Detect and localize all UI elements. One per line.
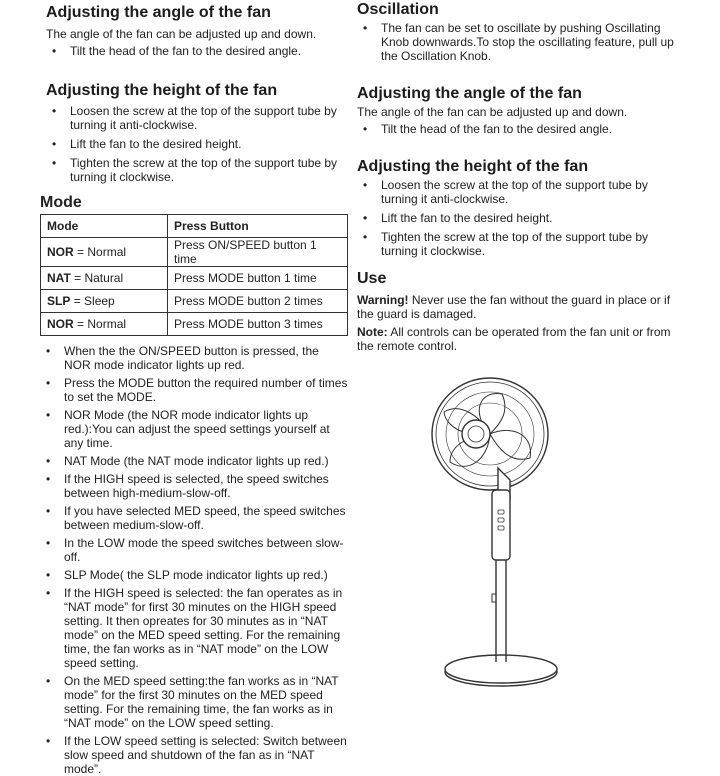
list-item: • If the HIGH speed is selected, the speed switches between high-medium-slow-off. bbox=[40, 472, 348, 500]
table-cell-button: Press ON/SPEED button 1 time bbox=[168, 238, 348, 267]
table-row bbox=[41, 313, 348, 336]
right-angle-list bbox=[357, 122, 687, 136]
right-height-section bbox=[357, 157, 677, 258]
right-height-list bbox=[357, 178, 677, 258]
table-header-button: Press Button bbox=[168, 215, 348, 238]
mode-list bbox=[40, 344, 348, 776]
mode-code: NOR bbox=[47, 245, 74, 259]
list-item: • Loosen the screw at the top of the support tube by turning it anti-clockwise. bbox=[46, 104, 348, 132]
list-item: • NOR Mode (the NOR mode indicator lights up red.):You can adjust the speed settings yourself at any time. bbox=[40, 408, 348, 450]
note-body: All controls can be operated from the fan unit or from the remote control. bbox=[357, 325, 671, 353]
oscillation-title: Oscillation bbox=[357, 1, 439, 18]
list-item: • Tilt the head of the fan to the desired angle. bbox=[357, 122, 687, 136]
table-header-row bbox=[41, 215, 348, 238]
left-angle-intro: The angle of the fan can be adjusted up and down. bbox=[46, 27, 317, 41]
table-row bbox=[41, 290, 348, 313]
left-angle-section bbox=[46, 3, 348, 58]
list-item: • Lift the fan to the desired height. bbox=[46, 137, 348, 151]
table-cell-mode bbox=[41, 267, 168, 290]
right-angle-intro: The angle of the fan can be adjusted up and down. bbox=[357, 105, 628, 119]
table-cell-mode bbox=[41, 313, 168, 336]
left-height-title: Adjusting the height of the fan bbox=[46, 82, 278, 99]
table-cell-button: Press MODE button 2 times bbox=[168, 290, 348, 313]
mode-code: NOR bbox=[47, 317, 74, 331]
list-item: • If you have selected MED speed, the speed switches between medium-slow-off. bbox=[40, 504, 348, 532]
mode-label: = Normal bbox=[77, 245, 127, 259]
list-item: • The fan can be set to oscillate by pushing Oscillating Knob downwards.To stop the oscillating feature, pull up the Oscillation Knob. bbox=[357, 21, 687, 63]
list-item: • Lift the fan to the desired height. bbox=[357, 211, 677, 225]
list-item: • SLP Mode( the SLP mode indicator lights up red.) bbox=[40, 568, 348, 582]
warning-label: Warning! bbox=[357, 293, 409, 307]
table-cell-button: Press MODE button 3 times bbox=[168, 313, 348, 336]
list-item: • NAT Mode (the NAT mode indicator lights up red.) bbox=[40, 454, 348, 468]
standing-fan-icon bbox=[410, 372, 570, 720]
mode-code: NAT bbox=[47, 271, 71, 285]
left-height-section bbox=[46, 81, 348, 184]
table-row bbox=[41, 267, 348, 290]
oscillation-section bbox=[357, 0, 687, 63]
list-item: • Tighten the screw at the top of the support tube by turning it clockwise. bbox=[46, 156, 348, 184]
right-angle-title: Adjusting the angle of the fan bbox=[357, 85, 582, 102]
fan-illustration bbox=[410, 372, 570, 720]
list-item: • Tilt the head of the fan to the desired angle. bbox=[46, 44, 348, 58]
warning-text bbox=[357, 293, 687, 321]
left-height-list bbox=[46, 104, 348, 184]
note-text bbox=[357, 325, 687, 353]
mode-label: = Sleep bbox=[73, 294, 115, 308]
list-item: • When the the ON/SPEED button is pressed, the NOR mode indicator lights up red. bbox=[40, 344, 348, 372]
mode-title: Mode bbox=[40, 194, 82, 211]
table-row bbox=[41, 238, 348, 267]
table-cell-button: Press MODE button 1 time bbox=[168, 267, 348, 290]
use-title: Use bbox=[357, 270, 387, 287]
list-item: • In the LOW mode the speed switches between slow-off. bbox=[40, 536, 348, 564]
use-section bbox=[357, 269, 687, 353]
warning-body: Never use the fan without the guard in place or if the guard is damaged. bbox=[357, 293, 671, 321]
mode-label: = Normal bbox=[77, 317, 127, 331]
list-item: • If the HIGH speed is selected: the fan operates as in “NAT mode” for first 30 minutes on the HIGH speed setting. It then opreates for 30 minutes as in “NAT mode” on the MED speed setting. For the remaining time, the fan works as in “NAT mode” on the LOW speed setting. bbox=[40, 586, 348, 670]
list-item: • Loosen the screw at the top of the support tube by turning it anti-clockwise. bbox=[357, 178, 677, 206]
list-item: • Tighten the screw at the top of the support tube by turning it clockwise. bbox=[357, 230, 677, 258]
left-angle-title: Adjusting the angle of the fan bbox=[46, 4, 271, 21]
right-angle-section bbox=[357, 84, 687, 136]
table-header-mode: Mode bbox=[41, 215, 168, 238]
list-item: • If the LOW speed setting is selected: Switch between slow speed and shutdown of the fan as in “NAT mode”. bbox=[40, 734, 348, 776]
table-cell-mode bbox=[41, 238, 168, 267]
table-cell-mode bbox=[41, 290, 168, 313]
mode-code: SLP bbox=[47, 294, 71, 308]
mode-section bbox=[40, 193, 348, 776]
right-height-title: Adjusting the height of the fan bbox=[357, 158, 589, 175]
oscillation-list bbox=[357, 21, 687, 63]
list-item: • Press the MODE button the required number of times to set the MODE. bbox=[40, 376, 348, 404]
mode-table bbox=[40, 214, 348, 336]
mode-label: = Natural bbox=[74, 271, 124, 285]
note-label: Note: bbox=[357, 325, 388, 339]
list-item: • On the MED speed setting:the fan works as in “NAT mode” for the first 30 minutes on the MED speed setting. For the remaining time, the fan works as in “NAT mode” on the LOW speed setting. bbox=[40, 674, 348, 730]
left-angle-list bbox=[46, 44, 348, 58]
